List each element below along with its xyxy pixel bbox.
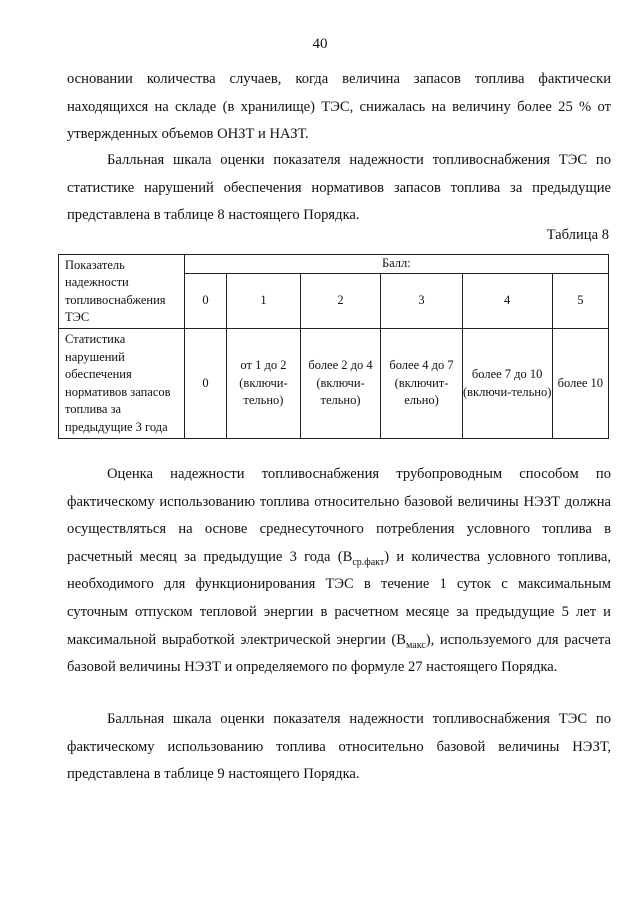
row-value-3: более 4 до 7 (включит-ельно) [381,329,462,439]
score-col-2: 2 [300,274,381,329]
row-label: Статистика нарушений обеспечения нормативов запасов топлива за предыдущие 3 года [59,329,185,439]
paragraph-table8-intro: Балльная шкала оценки показателя надежности топливоснабжения ТЭС по статистике нарушений обеспечения нормативов запасов топлива за предыдущие представлена в таблице 8 настоящего Порядка. [67,152,611,224]
paragraph-assessment-part1: Оценка надежности топливоснабжения трубопроводным способом по фактическому использованию топлива относительно базовой величины НЭЗТ должна осуществляться на основе среднесуточного потребления условного топлива в расчетный месяц за предыдущие 3 года (В [67,466,611,565]
subscript-avg-actual: ср.факт [352,556,385,568]
row-value-1: от 1 до 2 (включи-тельно) [227,329,300,439]
subscript-max: макс [406,639,426,651]
paragraph-continuation: основании количества случаев, когда величина запасов топлива фактически находящихся на складе (в хранилище) ТЭС, снижалась на величину более 25 % от утвержденных объемов ОНЗТ и НАЗТ. [67,71,611,143]
paragraph-assessment-part2: ) и количества условного топлива, необходимого для функционирования ТЭС в течение 1 суток с максимальным суточным отпуском тепловой энергии в расчетном месяце за предыдущие 5 лет и максимальной выработкой электрической энергии (В [67,548,612,648]
score-col-3: 3 [381,274,462,329]
indicator-header: Показатель надежности топливоснабжения ТЭС [59,255,185,329]
score-table [58,254,609,439]
score-col-1: 1 [227,274,300,329]
page-number: 40 [312,36,328,52]
score-header: Балл: [184,255,608,274]
paragraph-assessment [67,461,611,682]
table-caption: Таблица 8 [546,227,609,243]
table-header-row [59,255,609,274]
row-value-4: более 7 до 10 (включи-тельно) [462,329,552,439]
score-col-4: 4 [462,274,552,329]
table-row [59,329,609,439]
paragraph-table9-intro: Балльная шкала оценки показателя надежности топливоснабжения ТЭС по фактическому использованию топлива относительно базовой величины НЭЗТ, представлена в таблице 9 настоящего Порядка. [67,711,611,783]
score-col-0: 0 [184,274,227,329]
row-value-2: более 2 до 4 (включи-тельно) [300,329,381,439]
score-col-5: 5 [552,274,608,329]
row-value-5: более 10 [552,329,608,439]
row-value-0: 0 [184,329,227,439]
paragraph-assessment-part3: ), используемого для расчета базовой величины НЭЗТ и определяемого по формуле 27 настоящего Порядка. [67,631,611,676]
